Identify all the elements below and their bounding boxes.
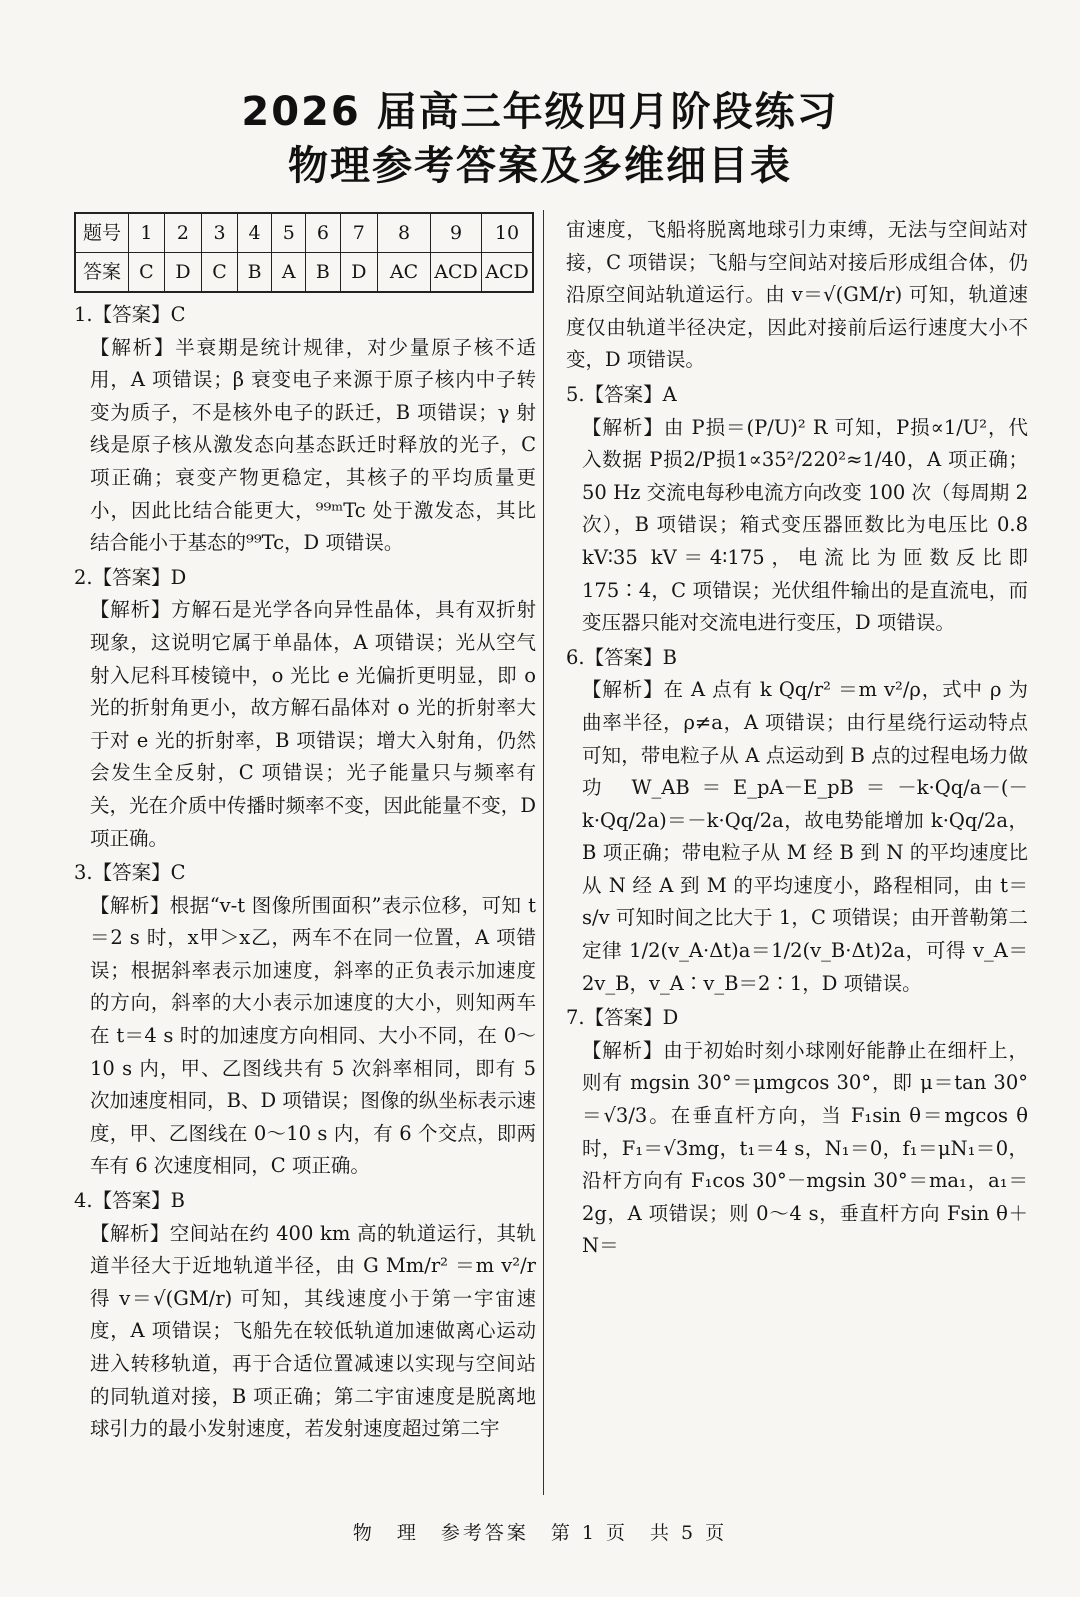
explanation-text: 【解析】根据“v-t 图像所围面积”表示位移，可知 t＝2 s 时，x甲＞x乙，两车不在同一位置，A 项错误；根据斜率表示加速度，斜率的正负表示加速度的方向，斜率的大小表示加速度的大小，则知两车在 t＝4 s 时的加速度方向相同、大小不同，在 0～10 s 内，甲、乙图线共有 5 次斜率相同，即有 5 次加速度相同，B、D 项错误；图像的纵坐标表示速度，甲、乙图线在 0～10 s 内，有 6 个交点，即两车有 6 次速度相同，C 项正确。: [90, 893, 536, 1178]
answer-cell: B: [306, 253, 340, 293]
explanation-text: 【解析】半衰期是统计规律，对少量原子核不适用，A 项错误；β 衰变电子来源于原子核内中子转变为质子，不是核外电子的跃迁，B 项错误；γ 射线是原子核从激发态向基态跃迁时释放的光子，C 项正确；衰变产物更稳定，其核子的平均质量更小，因此比结合能更大，⁹⁹ᵐTc 处于激发态，其比结合能小于基态的⁹⁹Tc，D 项错误。: [90, 335, 536, 555]
explanation-text: 【解析】在 A 点有 k Qq/r² ＝m v²/ρ，式中 ρ 为曲率半径，ρ≠a，A 项错误；由行星绕行运动特点可知，带电粒子从 A 点运动到 B 点的过程电场力做功 W_AB＝E_pA－E_pB＝－k·Qq/a－(－k·Qq/2a)＝－k·Qq/2a，故电势能增加 k·Qq/2a，B 项正确；带电粒子从 M 经 B 到 N 的平均速度比从 N 经 A 到 M 的平均速度小，路程相同，由 t＝s/v 可知时间之比大于 1，C 项错误；由开普勒第二定律 1/2(v_A·Δt)a＝1/2(v_B·Δt)2a，可得 v_A＝2v_B，v_A∶v_B＝2∶1，D 项错误。: [582, 678, 1028, 995]
question-block-2: [74, 562, 536, 855]
answer-heading: 5.【答案】A: [566, 382, 677, 406]
answer-cell: C: [129, 253, 165, 293]
answer-heading: 6.【答案】B: [566, 645, 677, 669]
question-number: 3: [202, 213, 238, 253]
right-column: [566, 212, 1028, 1263]
question-number: 10: [482, 213, 534, 253]
column-divider: [543, 210, 544, 1495]
explanation-text: 【解析】空间站在约 400 km 高的轨道运行，其轨道半径大于近地轨道半径，由 G Mm/r² ＝m v²/r 得 v＝√(GM/r) 可知，其线速度小于第一宇宙速度，A 项错误；飞船先在较低轨道加速做离心运动进入转移轨道，再于合适位置减速以实现与空间站的同轨道对接，B 项正确；第二宇宙速度是脱离地球引力的最小发射速度，若发射速度超过第二宇: [90, 1221, 536, 1441]
page-footer: 物 理 参考答案 第 1 页 共 5 页: [352, 1522, 728, 1544]
question-block-4-continued: [566, 214, 1028, 377]
answer-heading: 2.【答案】D: [74, 565, 187, 589]
question-block-7: [566, 1002, 1028, 1263]
question-number: 2: [164, 213, 201, 253]
explanation-text: 【解析】方解石是光学各向异性晶体，具有双折射现象，这说明它属于单晶体，A 项错误；光从空气射入尼科耳棱镜中，o 光比 e 光偏折更明显，即 o 光的折射角更小，故方解石晶体对 o 光的折射率大于对 e 光的折射率，B 项错误；增大入射角，仍然会发生全反射，C 项错误；光子能量只与频率有关，光在介质中传播时频率不变，因此能量不变，D 项正确。: [90, 598, 536, 850]
question-number: 7: [340, 213, 377, 253]
answer-table-row-answers: [75, 253, 533, 293]
answer-heading: 3.【答案】C: [74, 861, 186, 885]
question-block-5: [566, 379, 1028, 640]
answer-heading: 4.【答案】B: [74, 1189, 185, 1213]
question-block-6: [566, 642, 1028, 1001]
page-title-line2: 物理参考答案及多维细目表: [288, 143, 792, 189]
question-number: 9: [431, 213, 482, 253]
answer-table-row-numbers: [75, 213, 533, 253]
answer-table-header: 答案: [75, 253, 129, 293]
question-number: 6: [306, 213, 340, 253]
page-title-line1: 2026 届高三年级四月阶段练习: [241, 89, 839, 135]
question-block-4: [74, 1185, 536, 1446]
answer-cell: AC: [378, 253, 431, 293]
answer-heading: 7.【答案】D: [566, 1006, 679, 1030]
answer-heading: 1.【答案】C: [74, 303, 186, 326]
answer-cell: ACD: [431, 253, 482, 293]
question-number: 8: [378, 213, 431, 253]
answer-cell: B: [237, 253, 271, 293]
answer-table-header: 题号: [75, 213, 129, 253]
left-column: [74, 212, 536, 1446]
answer-cell: D: [164, 253, 201, 293]
question-block-1: [74, 299, 536, 560]
answer-cell: A: [272, 253, 306, 293]
answer-table: [74, 212, 534, 293]
explanation-text: 宙速度，飞船将脱离地球引力束缚，无法与空间站对接，C 项错误；飞船与空间站对接后形成组合体，仍沿原空间站轨道运行。由 v＝√(GM/r) 可知，轨道速度仅由轨道半径决定，因此对接前后运行速度大小不变，D 项错误。: [566, 218, 1028, 372]
answer-cell: ACD: [482, 253, 534, 293]
question-block-3: [74, 857, 536, 1183]
explanation-text: 【解析】由于初始时刻小球刚好能静止在细杆上，则有 mgsin 30°＝μmgcos 30°，即 μ＝tan 30°＝√3/3。在垂直杆方向，当 F₁sin θ＝mgcos θ 时，F₁＝√3mg，t₁＝4 s，N₁＝0，f₁＝μN₁＝0，沿杆方向有 F₁cos 30°－mgsin 30°＝ma₁，a₁＝2g，A 项错误；则 0～4 s，垂直杆方向 Fsin θ＋N＝: [582, 1038, 1028, 1258]
answer-cell: C: [202, 253, 238, 293]
question-number: 5: [272, 213, 306, 253]
question-number: 4: [237, 213, 271, 253]
question-number: 1: [129, 213, 165, 253]
explanation-text: 【解析】由 P损＝(P/U)² R 可知，P损∝1/U²，代入数据 P损2/P损1∝35²/220²≈1/40，A 项正确；50 Hz 交流电每秒电流方向改变 100 次（每周期 2 次），B 项错误；箱式变压器匝数比为电压比 0.8 kV∶35 kV＝4∶175，电流比为匝数反比即 175∶4，C 项错误；光伏组件输出的是直流电，而变压器只能对交流电进行变压，D 项错误。: [582, 415, 1028, 635]
answer-cell: D: [340, 253, 377, 293]
